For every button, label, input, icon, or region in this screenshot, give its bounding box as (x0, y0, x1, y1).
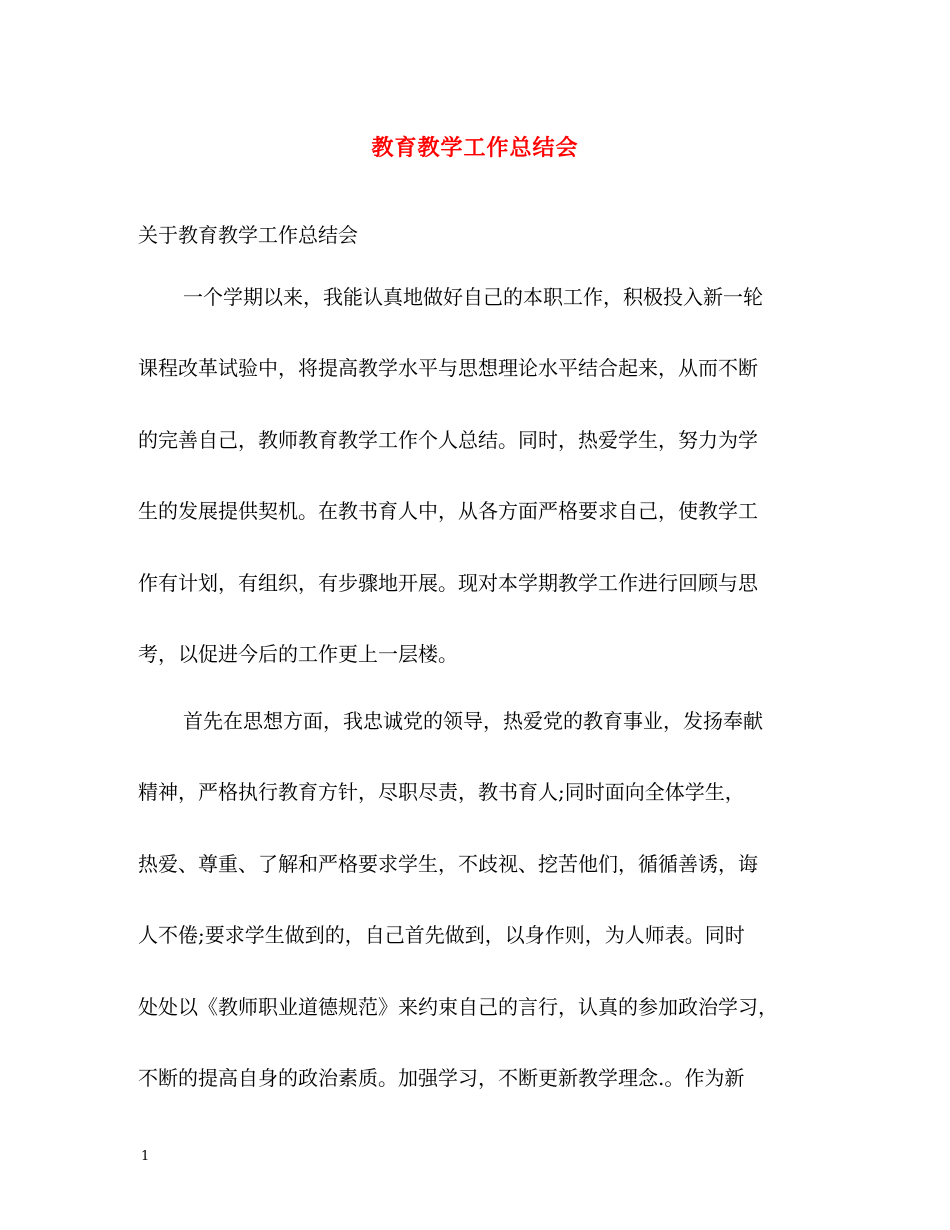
paragraph-2-line-4: 人不倦;要求学生做到的，自己首先做到，以身作则，为人师表。同时 (138, 923, 745, 947)
paragraph-2-line-5: 处处以《教师职业道德规范》来约束自己的言行，认真的参加政治学习， (138, 995, 778, 1019)
paragraph-2-line-6: 不断的提高自身的政治素质。加强学习，不断更新教学理念.。作为新 (138, 1066, 745, 1090)
paragraph-2-line-2: 精神，严格执行教育方针，尽职尽责，教书育人;同时面向全体学生， (138, 780, 745, 804)
paragraph-2-line-1: 首先在思想方面，我忠诚党的领导，热爱党的教育事业，发扬奉献 (183, 709, 763, 733)
page-number: 1 (141, 1149, 150, 1164)
document-subtitle: 关于教育教学工作总结会 (138, 223, 358, 247)
paragraph-1-line-6: 考，以促进今后的工作更上一层楼。 (138, 642, 458, 666)
paragraph-1-line-2: 课程改革试验中，将提高教学水平与思想理论水平结合起来，从而不断 (138, 356, 758, 380)
paragraph-1-line-1: 一个学期以来，我能认真地做好自己的本职工作，积极投入新一轮 (183, 285, 763, 309)
paragraph-1-line-3: 的完善自己，教师教育教学工作个人总结。同时，热爱学生，努力为学 (138, 428, 758, 452)
paragraph-1-line-4: 生的发展提供契机。在教书育人中，从各方面严格要求自己，使教学工 (138, 499, 758, 523)
paragraph-1-line-5: 作有计划，有组织，有步骤地开展。现对本学期教学工作进行回顾与思 (138, 571, 758, 595)
paragraph-2-line-3: 热爱、尊重、了解和严格要求学生，不歧视、挖苦他们，循循善诱，诲 (138, 852, 758, 876)
document-title: 教育教学工作总结会 (371, 135, 579, 161)
